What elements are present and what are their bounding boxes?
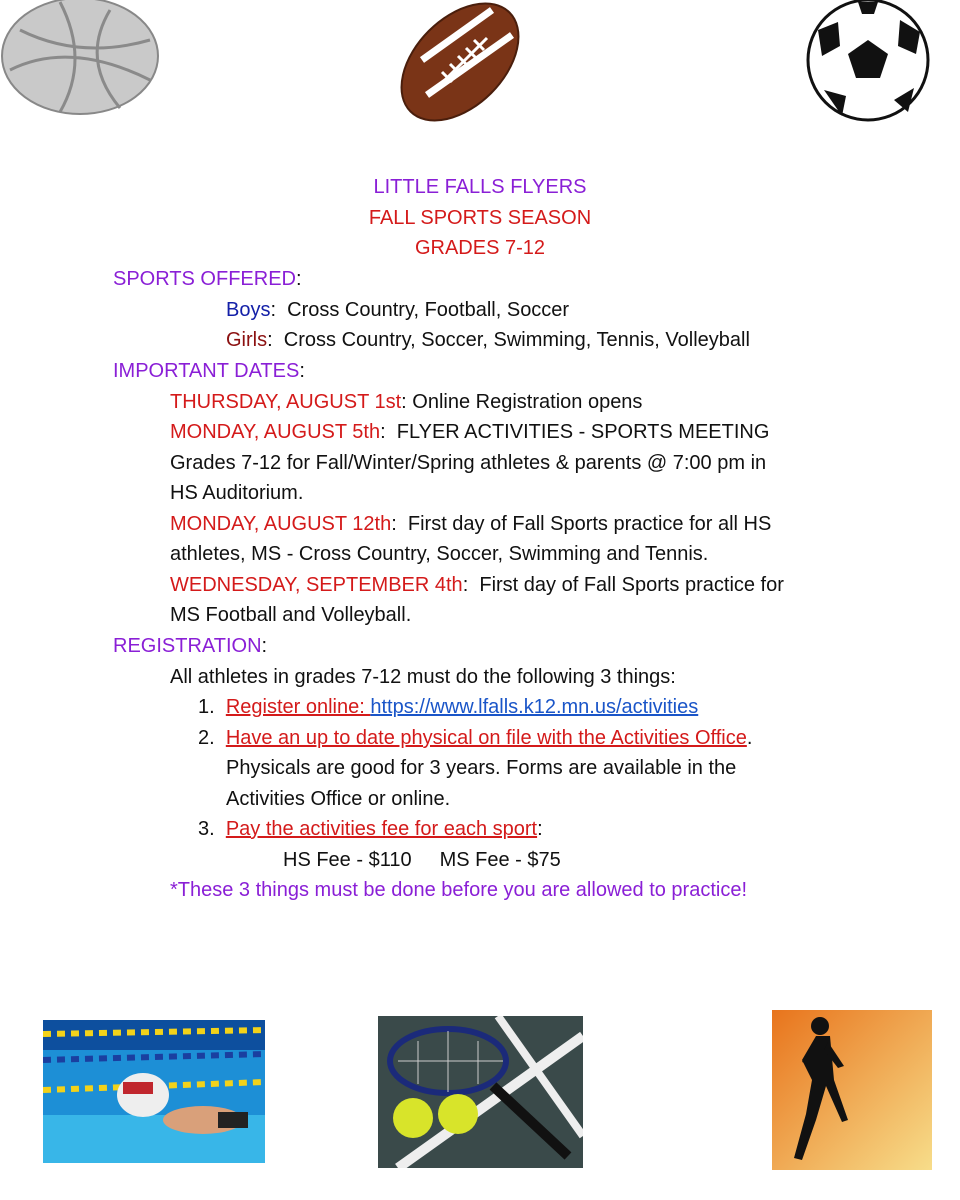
date-item: WEDNESDAY, SEPTEMBER 4th: First day of Fall Sports practice for <box>170 574 784 596</box>
date-item: MONDAY, AUGUST 12th: First day of Fall Sports practice for all HS <box>170 513 772 535</box>
step-2-detail: Activities Office or online. <box>226 788 451 810</box>
runner-image <box>772 1010 932 1170</box>
registration-link[interactable]: https://www.lfalls.k12.mn.us/activities <box>370 696 699 718</box>
practice-note: *These 3 things must be done before you are allowed to practice! <box>170 879 748 901</box>
date-item: MONDAY, AUGUST 5th: FLYER ACTIVITIES - SPORTS MEETING <box>170 421 770 443</box>
step-3: 3. Pay the activities fee for each sport: <box>198 818 543 840</box>
date-detail: HS Auditorium. <box>170 482 304 504</box>
football-image <box>392 0 528 124</box>
tennis-image <box>378 1016 583 1168</box>
important-dates-heading: IMPORTANT DATES: <box>113 360 305 382</box>
step-2: 2. Have an up to date physical on file with the Activities Office. <box>198 727 753 749</box>
date-detail: Grades 7-12 for Fall/Winter/Spring athletes & parents @ 7:00 pm in <box>170 452 767 474</box>
swimmer-image <box>43 1020 265 1163</box>
grades: GRADES 7-12 <box>414 237 546 259</box>
registration-heading: REGISTRATION: <box>113 635 268 657</box>
fees: HS Fee - $110 MS Fee - $75 <box>283 849 561 871</box>
step-1: 1. Register online: https://www.lfalls.k12.mn.us/activities <box>198 696 699 718</box>
subtitle: FALL SPORTS SEASON <box>368 207 592 229</box>
registration-intro: All athletes in grades 7-12 must do the following 3 things: <box>170 666 676 688</box>
date-detail: MS Football and Volleyball. <box>170 604 412 626</box>
date-detail: athletes, MS - Cross Country, Soccer, Swimming and Tennis. <box>170 543 709 565</box>
soccer-ball-image <box>804 0 932 124</box>
sports-offered-heading: SPORTS OFFERED: <box>113 268 302 290</box>
title: LITTLE FALLS FLYERS <box>373 176 587 198</box>
step-2-detail: Physicals are good for 3 years. Forms are available in the <box>226 757 737 779</box>
volleyball-image <box>0 0 162 118</box>
girls-sports: Girls: Cross Country, Soccer, Swimming, Tennis, Volleyball <box>226 329 750 351</box>
date-item: THURSDAY, AUGUST 1st: Online Registration opens <box>170 391 643 413</box>
boys-sports: Boys: Cross Country, Football, Soccer <box>226 299 570 321</box>
